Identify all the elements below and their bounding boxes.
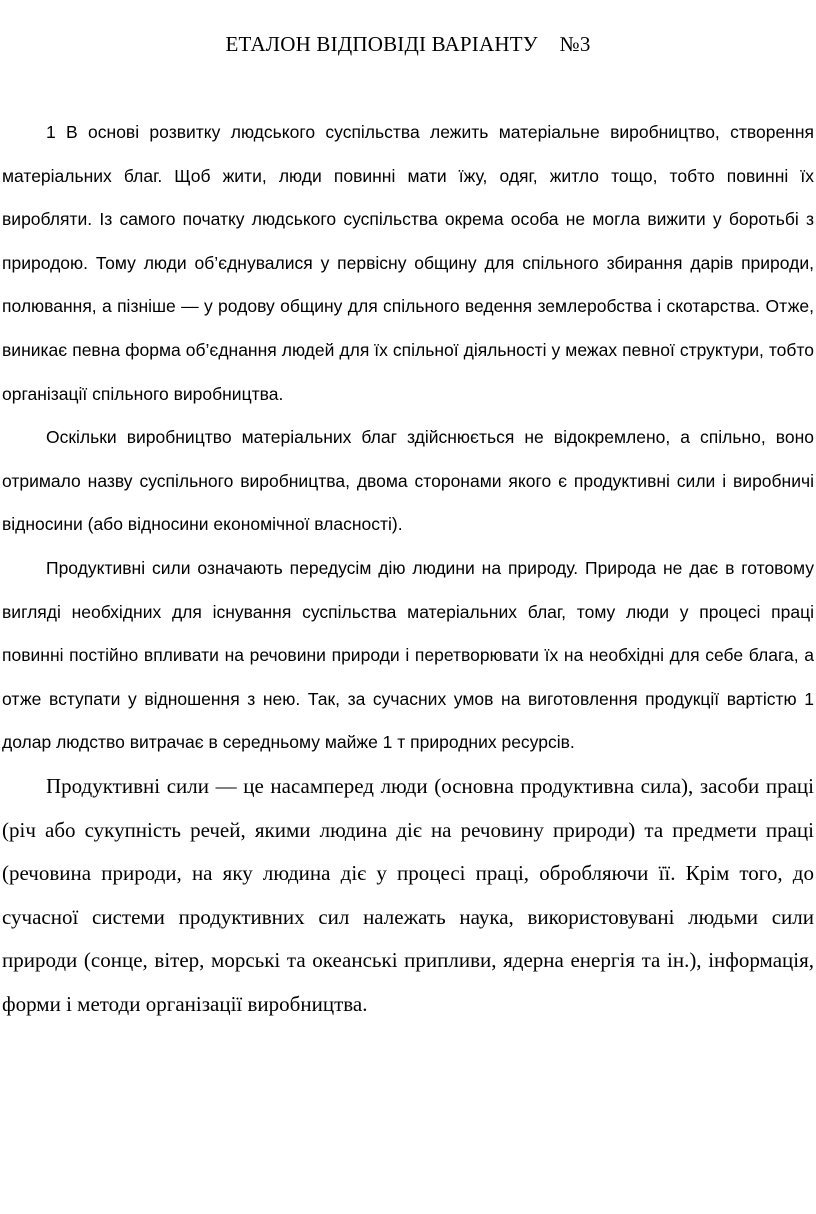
document-body <box>2 111 814 1026</box>
paragraph-2: Оскільки виробництво матеріальних благ здійснюється не відокремлено, а спільно, воно отримало назву суспільного виробництва, двома сторонами якого є продуктивні сили і виробничі відносини (або відносини економічної власності). <box>2 427 814 535</box>
paragraph-4: Продуктивні сили — це насамперед люди (основна продуктивна сила), засоби праці (річ або сукупність речей, якими людина діє на речовину природи) та предмети праці (речовина природи, на яку людина діє у процесі праці, обробляючи її. Крім того, до сучасної системи продуктивних сил належать наука, використовувані людьми сили природи (сонце, вітер, морські та океанські припливи, ядерна енергія та ін.), інформація, форми і методи організації виробництва. <box>2 773 814 1016</box>
paragraph-1: 1 В основі розвитку людського суспільства лежить матеріальне виробництво, створення матеріальних благ. Щоб жити, люди повинні мати їжу, одяг, житло тощо, тобто повинні їх виробляти. Із самого початку людського суспільства окрема особа не могла вижити у боротьбі з природою. Тому люди об’єднувалися у первісну общину для спільного збирання дарів природи, полювання, а пізніше — у родову общину для спільного ведення землеробства і скотарства. Отже, виникає певна форма об’єднання людей для їх спільної діяльності у межах певної структури, тобто організації спільного виробництва. <box>2 122 814 404</box>
paragraph-3: Продуктивні сили означають передусім дію людини на природу. Природа не дає в готовому вигляді необхідних для існування суспільства матеріальних благ, тому люди у процесі праці повинні постійно впливати на речовини природи і перетворювати їх на необхідні для себе блага, а отже вступати у відношення з нею. Так, за сучасних умов на виготовлення продукції вартістю 1 долар людство витрачає в середньому майже 1 т природних ресурсів. <box>2 557 814 753</box>
document-title: ЕТАЛОН ВІДПОВІДІ ВАРІАНТУ №3 <box>225 32 591 56</box>
